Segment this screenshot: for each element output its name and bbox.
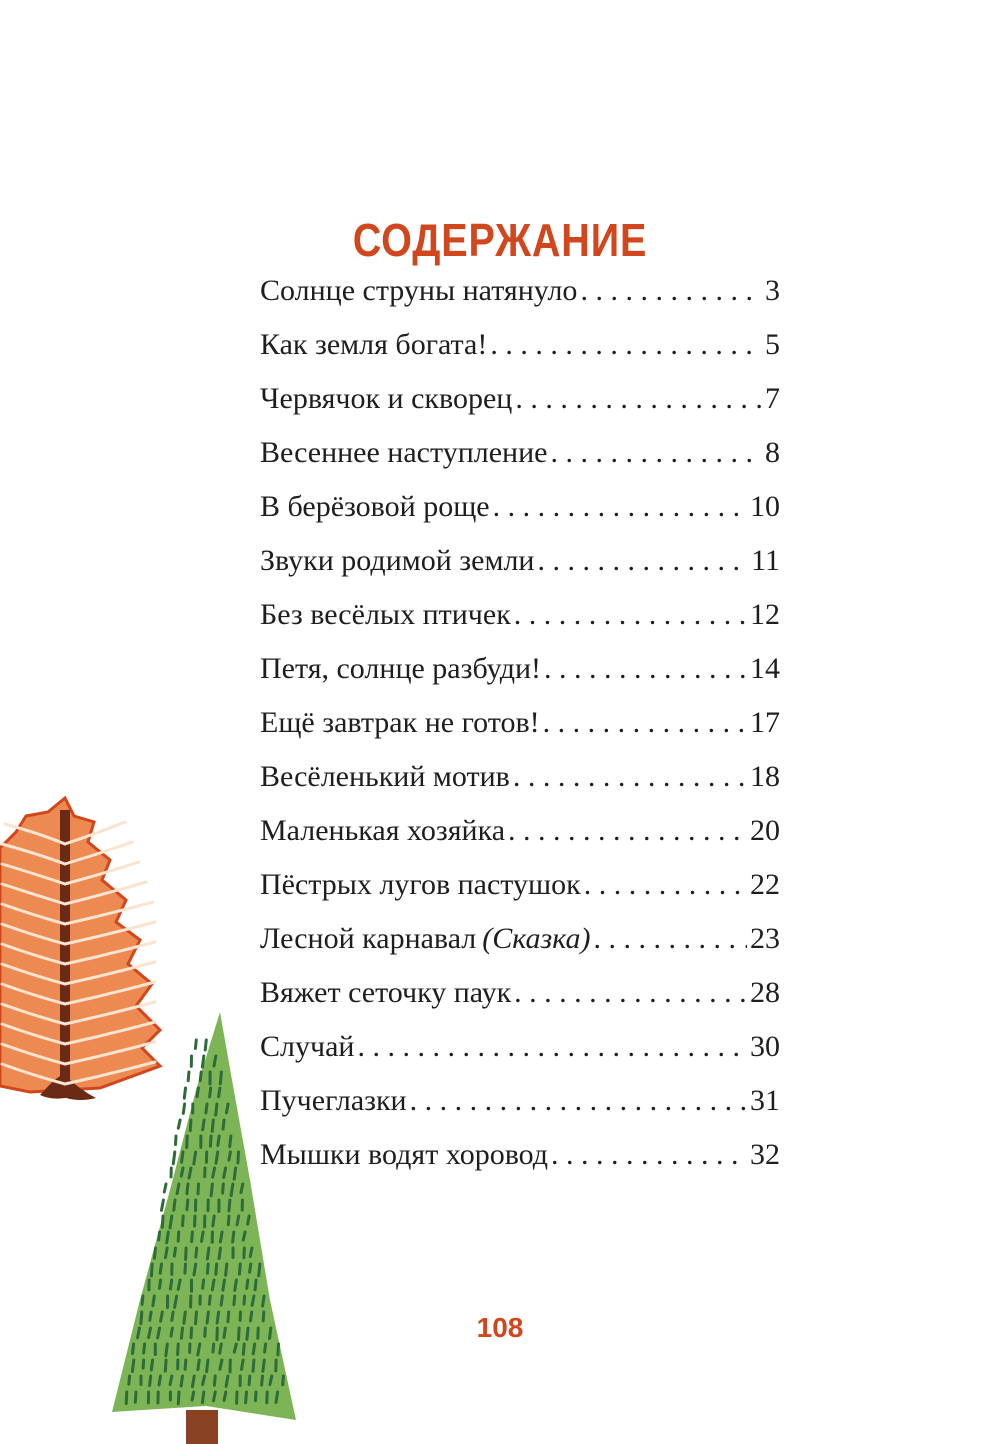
toc-entry-title: Лесной карнавал (Сказка)	[260, 922, 591, 955]
dot-leader	[357, 1030, 747, 1064]
toc-entry-title: Как земля богата!	[260, 328, 488, 361]
orange-tree-icon	[0, 798, 160, 1100]
toc-entry-page: 11	[751, 544, 780, 577]
toc-entry[interactable]	[260, 372, 780, 426]
dot-leader	[515, 382, 762, 416]
dot-leader	[513, 760, 747, 794]
toc-entry-title: В берёзовой роще	[260, 490, 490, 523]
dot-leader	[514, 976, 747, 1010]
toc-entry[interactable]	[260, 588, 780, 642]
toc-entry-page: 3	[765, 274, 780, 307]
toc-entry[interactable]	[260, 534, 780, 588]
toc-entry-title: Мышки водят хоровод	[260, 1138, 549, 1171]
toc-entry-page: 7	[765, 382, 780, 415]
toc-entry-page: 32	[750, 1138, 780, 1171]
toc-entry-title: Без весёлых птичек	[260, 598, 511, 631]
toc-entry-title: Солнце струны натянуло	[260, 274, 578, 307]
toc-entry[interactable]	[260, 858, 780, 912]
dot-leader	[493, 490, 747, 524]
toc-entry-page: 31	[750, 1084, 780, 1117]
toc-entry-page: 30	[750, 1030, 780, 1063]
dot-leader	[543, 706, 747, 740]
dot-leader	[514, 598, 747, 632]
toc-entry-title: Маленькая хозяйка	[260, 814, 506, 847]
toc-entry[interactable]	[260, 804, 780, 858]
toc-entry-title: Случай	[260, 1030, 355, 1063]
toc-entry-page: 5	[765, 328, 780, 361]
toc-entry[interactable]	[260, 1074, 780, 1128]
dot-leader	[410, 1084, 747, 1118]
dot-leader	[537, 544, 748, 578]
toc-entry[interactable]	[260, 750, 780, 804]
toc-entry-page: 20	[750, 814, 780, 847]
dot-leader	[594, 922, 747, 956]
toc-entry-page: 28	[750, 976, 780, 1009]
page-number: 108	[476, 1312, 524, 1343]
toc-entry-page: 10	[750, 490, 780, 523]
dot-leader	[550, 436, 762, 470]
toc-entry[interactable]	[260, 1128, 780, 1182]
toc-entry[interactable]	[260, 696, 780, 750]
dot-leader	[551, 1138, 747, 1172]
dot-leader	[584, 868, 747, 902]
toc-entry[interactable]	[260, 966, 780, 1020]
toc-entry-title: Пёстрых лугов пастушок	[260, 868, 581, 901]
dot-leader	[544, 652, 747, 686]
toc-entry-page: 14	[750, 652, 780, 685]
toc-entry-title: Весёленький мотив	[260, 760, 510, 793]
toc-entry-title: Пучеглазки	[260, 1084, 407, 1117]
toc-entry-page: 12	[750, 598, 780, 631]
dot-leader	[490, 328, 762, 362]
trees-illustration	[0, 780, 300, 1444]
dot-leader	[580, 274, 762, 308]
toc-entry-page: 8	[765, 436, 780, 469]
toc-entry-title: Петя, солнце разбуди!	[260, 652, 542, 685]
table-of-contents	[260, 264, 780, 1182]
toc-entry[interactable]	[260, 426, 780, 480]
toc-entry-title: Звуки родимой земли	[260, 544, 535, 577]
toc-entry[interactable]	[260, 480, 780, 534]
toc-entry-page: 17	[750, 706, 780, 739]
green-tree-icon	[112, 1010, 300, 1444]
toc-entry[interactable]	[260, 1020, 780, 1074]
toc-entry-subtitle: (Сказка)	[482, 922, 591, 955]
toc-entry[interactable]	[260, 264, 780, 318]
toc-entry[interactable]	[260, 642, 780, 696]
toc-entry[interactable]	[260, 912, 780, 966]
toc-entry-page: 23	[750, 922, 780, 955]
toc-entry-title: Вяжет сеточку паук	[260, 976, 512, 1009]
toc-entry[interactable]	[260, 318, 780, 372]
toc-entry-title: Червячок и скворец	[260, 382, 513, 415]
toc-entry-title: Весеннее наступление	[260, 436, 548, 469]
toc-entry-page: 22	[750, 868, 780, 901]
dot-leader	[508, 814, 747, 848]
page-title: СОДЕРЖАНИЕ	[352, 213, 648, 266]
toc-entry-page: 18	[750, 760, 780, 793]
toc-entry-title: Ещё завтрак не готов!	[260, 706, 540, 739]
